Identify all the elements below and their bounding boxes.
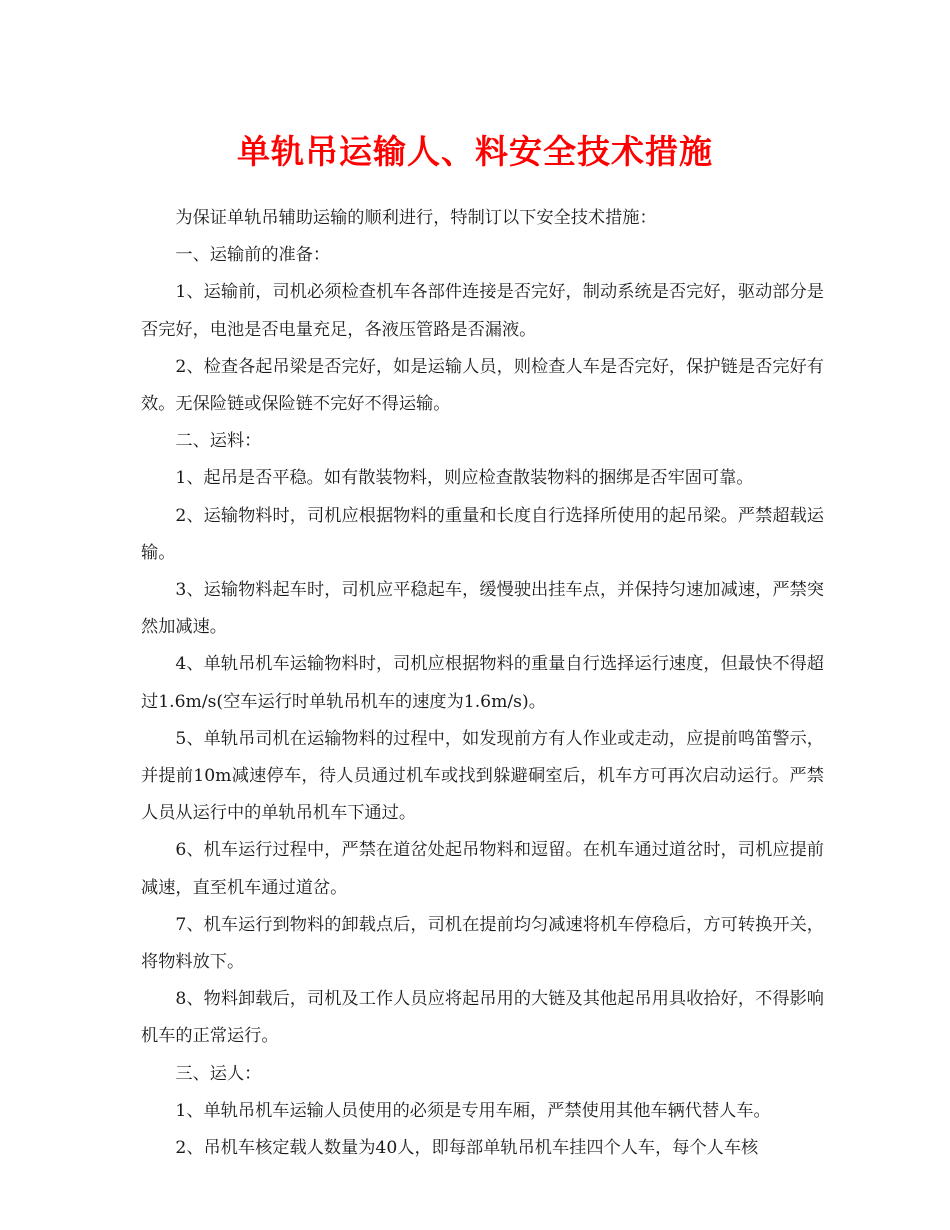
paragraph-materials-8: 8、物料卸载后，司机及工作人员应将起吊用的大链及其他起吊用具收拾好，不得影响机车的正常运行。 bbox=[141, 989, 824, 1047]
section-heading-materials: 二、运料： bbox=[175, 431, 262, 452]
paragraph-materials-7: 7、机车运行到物料的卸载点后，司机在提前均匀减速将机车停稳后，方可转换开关，将物料放下。 bbox=[141, 914, 824, 973]
paragraph-materials-4: 4、单轨吊机车运输物料时，司机应根据物料的重量自行选择运行速度，但最快不得超过1.6m/s(空车运行时单轨吊机车的速度为1.6m/s)。 bbox=[141, 654, 824, 712]
paragraph-prep-1: 1、运输前，司机必须检查机车各部件连接是否完好，制动系统是否完好，驱动部分是否完好，电池是否电量充足，各液压管路是否漏液。 bbox=[141, 282, 824, 340]
paragraph-materials-3: 3、运输物料起车时，司机应平稳起车，缓慢驶出挂车点，并保持匀速加减速，严禁突然加减速。 bbox=[141, 580, 824, 638]
paragraph-prep-2: 2、检查各起吊梁是否完好，如是运输人员，则检查人车是否完好，保护链是否完好有效。无保险链或保险链不完好不得运输。 bbox=[141, 356, 824, 415]
section-heading-personnel: 三、运人： bbox=[175, 1063, 262, 1084]
intro-paragraph: 为保证单轨吊辅助运输的顺利进行，特制订以下安全技术措施： bbox=[175, 208, 657, 228]
paragraph-personnel-1: 1、单轨吊机车运输人员使用的必须是专用车厢，严禁使用其他车辆代替人车。 bbox=[175, 1100, 771, 1121]
section-heading-preparation: 一、运输前的准备： bbox=[175, 245, 331, 266]
paragraph-materials-5: 5、单轨吊司机在运输物料的过程中，如发现前方有人作业或走动，应提前鸣笛警示，并提前10m减速停车，待人员通过机车或找到躲避硐室后，机车方可再次启动运行。严禁人员从运行中的单轨吊机车下通过。 bbox=[141, 728, 824, 824]
paragraph-materials-6: 6、机车运行过程中，严禁在道岔处起吊物料和逗留。在机车通过道岔时，司机应提前减速，直至机车通过道岔。 bbox=[141, 840, 824, 898]
paragraph-materials-1: 1、起吊是否平稳。如有散装物料，则应检查散装物料的捆绑是否牢固可靠。 bbox=[175, 468, 754, 489]
document-title: 单轨吊运输人、料安全技术措施 bbox=[237, 132, 713, 171]
paragraph-personnel-2: 2、吊机车核定载人数量为40人，即每部单轨吊机车挂四个人车，每个人车核 bbox=[175, 1138, 759, 1159]
paragraph-materials-2: 2、运输物料时，司机应根据物料的重量和长度自行选择所使用的起吊梁。严禁超载运输。 bbox=[141, 505, 824, 563]
document-body bbox=[141, 200, 824, 1167]
